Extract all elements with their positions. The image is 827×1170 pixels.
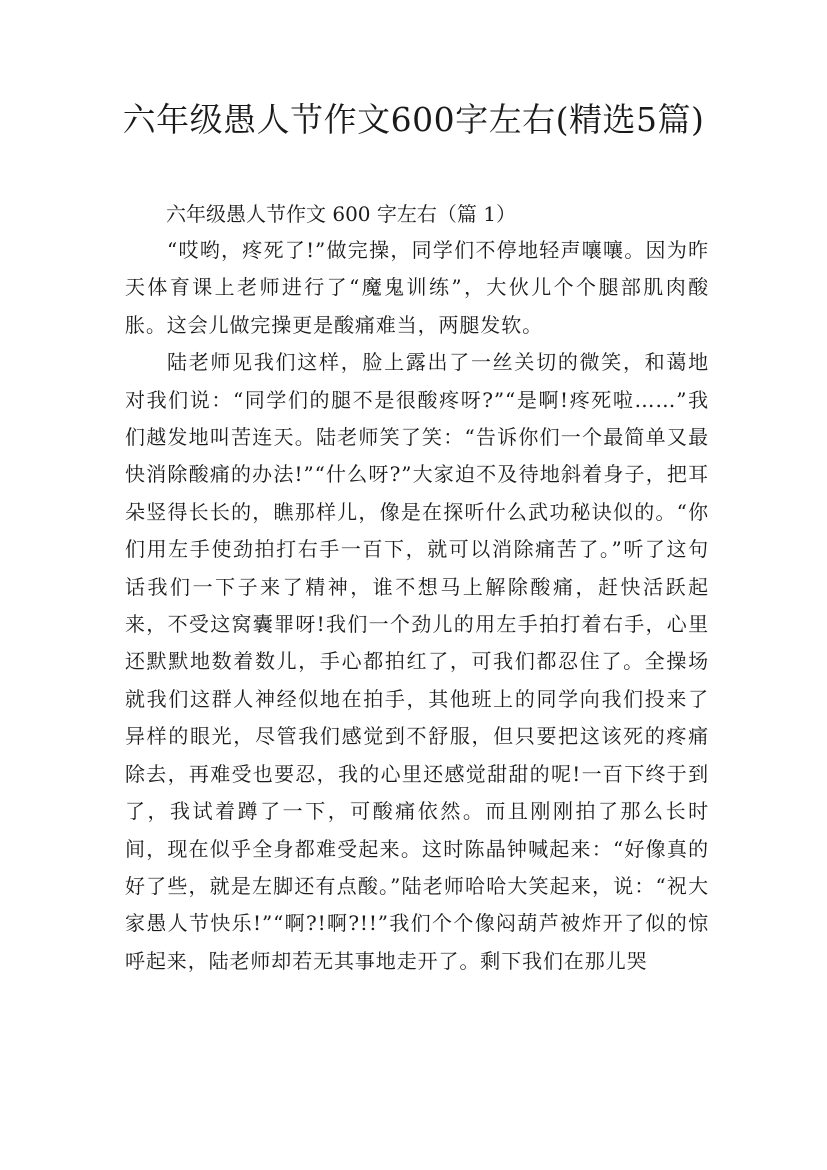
section-title: 六年级愚人节作文 600 字左右（篇 1） xyxy=(166,202,516,226)
document-title: 六年级愚人节作文600字左右(精选5篇) xyxy=(122,100,705,139)
paragraph-1: “哎哟，疼死了!”做完操，同学们不停地轻声嚷嚷。因为昨天体育课上老师进行了“魔鬼训练”，大伙儿个个腿部肌肉酸胀。这会儿做完操更是酸痛难当，两腿发软。 xyxy=(125,238,709,337)
article-body xyxy=(125,232,709,980)
paragraph-2: 陆老师见我们这样，脸上露出了一丝关切的微笑，和蔼地对我们说：“同学们的腿不是很酸疼呀?”“是啊!疼死啦……”我们越发地叫苦连天。陆老师笑了笑：“告诉你们一个最简单又最快消除酸痛的办法!”“什么呀?”大家迫不及待地斜着身子，把耳朵竖得长长的，瞧那样儿，像是在探听什么武功秘诀似的。“你们用左手使劲拍打右手一百下，就可以消除痛苦了。”听了这句话我们一下子来了精神，谁不想马上解除酸痛，赶快活跃起来，不受这窝囊罪呀!我们一个劲儿的用左手拍打着右手，心里还默默地数着数儿，手心都拍红了，可我们都忍住了。全操场就我们这群人神经似地在拍手，其他班上的同学向我们投来了异样的眼光，尽管我们感觉到不舒服，但只要把这该死的疼痛除去，再难受也要忍，我的心里还感觉甜甜的呢!一百下终于到了，我试着蹲了一下，可酸痛依然。而且刚刚拍了那么长时间，现在似乎全身都难受起来。这时陈晶钟喊起来：“好像真的好了些，就是左脚还有点酸。”陆老师哈哈大笑起来，说：“祝大家愚人节快乐!”“啊?!啊?!!”我们个个像闷葫芦被炸开了似的惊呼起来，陆老师却若无其事地走开了。剩下我们在那儿哭 xyxy=(125,350,709,973)
